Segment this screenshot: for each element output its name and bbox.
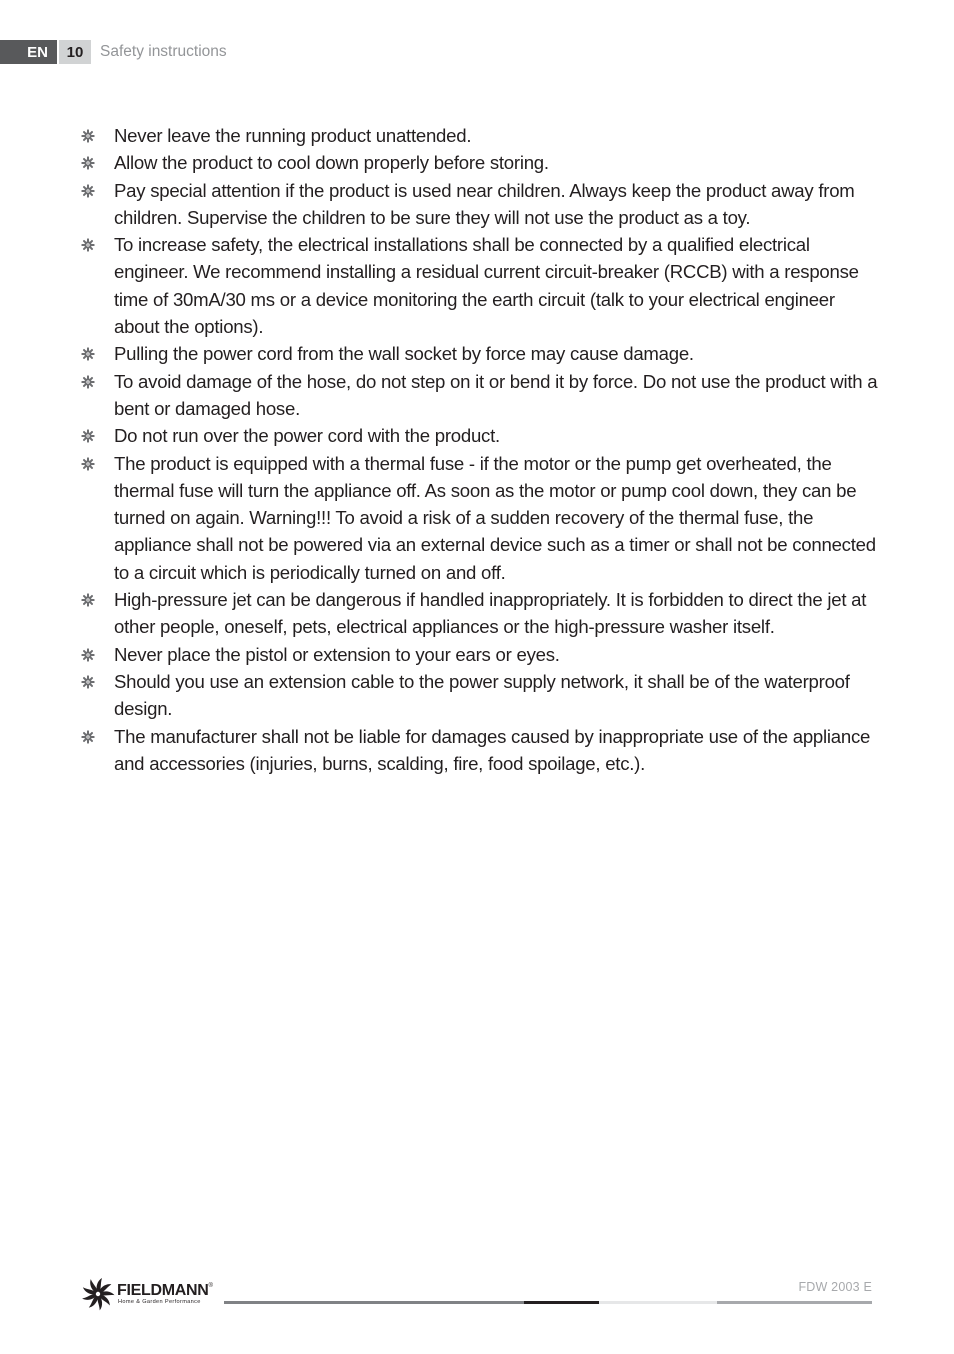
safety-item-text: Should you use an extension cable to the power supply network, it shall be of the waterproof design. [114,670,850,720]
gear-bullet-icon [81,730,95,744]
gear-bullet-icon [81,238,95,252]
safety-list-item [80,368,880,423]
safety-list-item [80,149,880,176]
safety-list-item [80,586,880,641]
section-title: Safety instructions [100,43,227,60]
brand-wordmark [117,1282,213,1300]
safety-list-item [80,340,880,367]
registered-mark: ® [208,1283,213,1289]
safety-list-item [80,641,880,668]
safety-list-item [80,422,880,449]
gear-bullet-icon [81,129,95,143]
safety-item-text: The manufacturer shall not be liable for damages caused by inappropriate use of the appliance and accessories (injuries, burns, scalding, fire, food spoilage, etc.). [114,725,871,774]
fan-petal-logo-icon [81,1276,115,1312]
safety-list-item [80,668,880,723]
gear-bullet-icon [81,648,95,662]
brand-tagline: Home & Garden Performance [118,1299,201,1305]
safety-list-item [80,177,880,232]
safety-item-text: High-pressure jet can be dangerous if handled inappropriately. It is forbidden to direct the jet at other people, oneself, pets, electrical appliances or the high-pressure washer itself. [114,589,867,638]
safety-item-text: Pulling the power cord from the wall socket by force may cause damage. [114,343,694,365]
gear-bullet-icon [81,429,95,443]
brand-name: FIELDMANN [117,1282,209,1299]
safety-item-text: Never leave the running product unattended. [114,125,472,146]
gear-bullet-icon [81,593,95,607]
brand-logo [81,1276,223,1312]
safety-list-item [80,231,880,340]
gear-bullet-icon [81,184,95,198]
safety-item-text: Pay special attention if the product is used near children. Always keep the product away from children. Supervise the children to be sure they will not use the product as a toy. [114,179,855,228]
gear-bullet-icon [81,375,95,389]
model-code: FDW 2003 E [798,1280,872,1294]
gear-bullet-icon [81,675,95,689]
gear-bullet-icon [81,347,95,361]
safety-item-text: The product is equipped with a thermal fuse - if the motor or the pump get overheated, the thermal fuse will turn the appliance off. As soon as the motor or pump cool down, they can be turned on again. Warning!!! To avoid a risk of a sudden recovery of the thermal fuse, the appliance shall not be powered via an external device such as a timer or shall not be connected to a circuit which is periodically turned on and off. [114,452,876,583]
safety-instructions-list [80,122,880,777]
gear-bullet-icon [81,156,95,170]
page-number: 10 [59,40,91,64]
safety-list-item [80,450,880,586]
safety-list-item [80,723,880,778]
page-header [0,40,227,64]
safety-list-item [80,122,880,149]
footer-rule-segment-4 [717,1301,872,1304]
safety-item-text: Never place the pistol or extension to your ears or eyes. [114,643,560,665]
safety-item-text: Allow the product to cool down properly before storing. [114,152,549,174]
gear-bullet-icon [81,457,95,471]
safety-item-text: To avoid damage of the hose, do not step on it or bend it by force. Do not use the product with a bent or damaged hose. [114,370,878,419]
footer-rule-segment-1 [224,1301,524,1304]
footer-rule-segment-2 [524,1301,599,1304]
safety-item-text: Do not run over the power cord with the product. [114,425,500,447]
footer-rule-segment-3 [599,1301,717,1304]
language-tab: EN [0,40,57,64]
safety-item-text: To increase safety, the electrical installations shall be connected by a qualified electrical engineer. We recommend installing a residual current circuit-breaker (RCCB) with a response time of 30mA/30 ms or a device monitoring the earth circuit (talk to your electrical engineer about the options). [114,234,859,338]
